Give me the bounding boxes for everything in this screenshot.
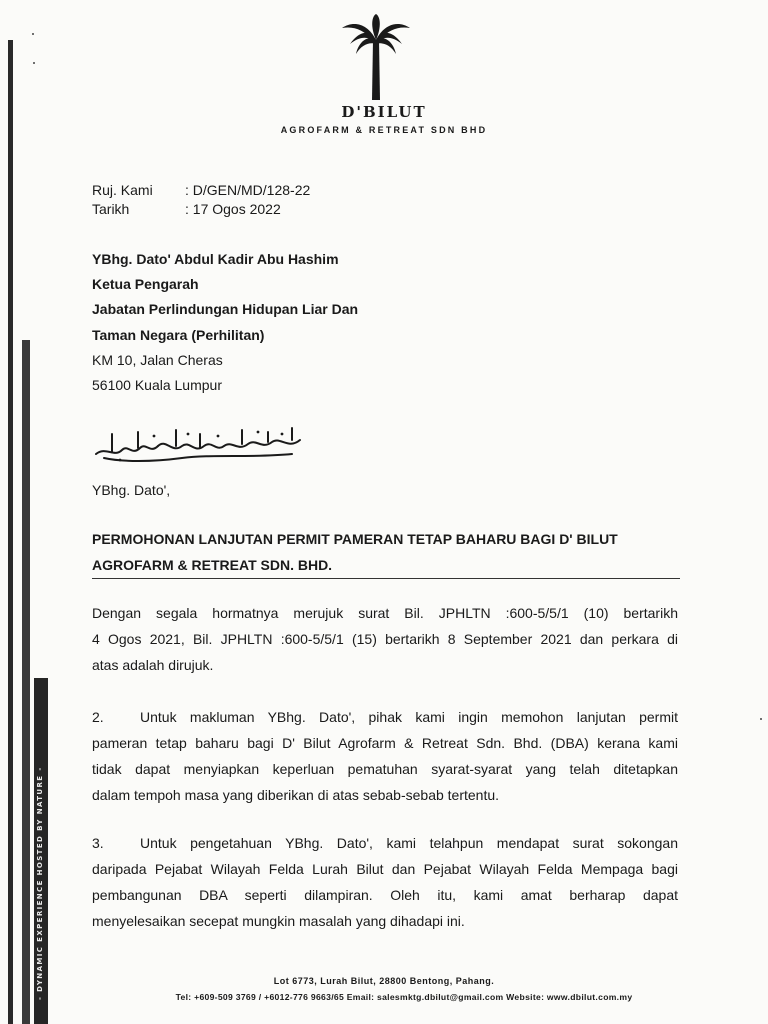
p1-line: Dengan segala hormatnya merujuk surat Bil. JPHLTN :600-5/5/1 (10) bertarikh xyxy=(92,605,678,621)
tarikh-label: Tarikh xyxy=(92,201,130,217)
recipient-address-line2: 56100 Kuala Lumpur xyxy=(92,377,222,393)
subject-underline xyxy=(92,578,680,579)
salutation: YBhg. Dato', xyxy=(92,482,171,498)
recipient-dept-line1: Jabatan Perlindungan Hidupan Liar Dan xyxy=(92,301,359,317)
p2-line: Untuk makluman YBhg. Dato', pihak kami ingin memohon lanjutan permit xyxy=(140,709,678,725)
p3-first-line xyxy=(92,830,678,856)
paragraph-2 xyxy=(92,704,678,808)
p2-number: 2. xyxy=(92,709,104,725)
recipient-name: YBhg. Dato' Abdul Kadir Abu Hashim xyxy=(92,251,339,267)
p3-number: 3. xyxy=(92,835,104,851)
p3-line: daripada Pejabat Wilayah Felda Lurah Bilut dan Pejabat Wilayah Felda Mempaga bagi xyxy=(92,861,678,877)
p3-line: menyelesaikan secepat mungkin masalah yang dihadapi ini. xyxy=(92,913,465,929)
footer-address: Lot 6773, Lurah Bilut, 28800 Bentong, Pahang. xyxy=(273,976,495,986)
subject-line2: AGROFARM & RETREAT SDN. BHD. xyxy=(92,557,333,573)
scan-speck xyxy=(33,62,35,64)
company-name: D'BILUT xyxy=(341,103,427,121)
recipient-dept-line2: Taman Negara (Perhilitan) xyxy=(92,327,265,343)
p2-line: tidak dapat menyiapkan keperluan pematuhan syarat-syarat yang telah ditetapkan xyxy=(92,761,678,777)
p3-line: pembangunan DBA seperti dilampiran. Oleh itu, kami amat berharap dapat xyxy=(92,887,678,903)
subject-line1: PERMOHONAN LANJUTAN PERMIT PAMERAN TETAP BAHARU BAGI D' BILUT xyxy=(92,531,618,547)
left-edge-bar-mid xyxy=(22,340,30,1024)
p1-line: 4 Ogos 2021, Bil. JPHLTN :600-5/5/1 (15) bertarikh 8 September 2021 dan perkara di xyxy=(92,631,678,647)
p3-line: Untuk pengetahuan YBhg. Dato', kami telahpun mendapat surat sokongan xyxy=(140,835,678,851)
left-edge-bar xyxy=(8,40,13,1024)
paragraph-1 xyxy=(92,600,678,678)
company-subtitle: AGROFARM & RETREAT SDN BHD xyxy=(280,125,488,135)
date-row xyxy=(92,201,281,217)
recipient-address-line1: KM 10, Jalan Cheras xyxy=(92,352,223,368)
p2-first-line xyxy=(92,704,678,730)
recipient-title: Ketua Pengarah xyxy=(92,276,199,292)
palm-tree-icon xyxy=(340,14,412,100)
p1-line: atas adalah dirujuk. xyxy=(92,657,214,673)
sidebar-tagline: - DYNAMIC EXPERIENCE HOSTED BY NATURE - xyxy=(36,766,44,1000)
paragraph-3 xyxy=(92,830,678,934)
footer-contact: Tel: +609-509 3769 / +6012-776 9663/65 Email: salesmktg.dbilut@gmail.com Website: www.dbilut.com.my xyxy=(175,992,633,1002)
p2-line: dalam tempoh masa yang diberikan di atas sebab-sebab tertentu. xyxy=(92,787,500,803)
scan-speck xyxy=(32,33,34,35)
letter-subject xyxy=(92,526,680,578)
scan-speck xyxy=(760,718,762,720)
ruj-value: : D/GEN/MD/128-22 xyxy=(185,182,311,198)
tarikh-value: : 17 Ogos 2022 xyxy=(185,201,281,217)
reference-row xyxy=(92,182,310,198)
ruj-label: Ruj. Kami xyxy=(92,182,153,198)
p2-line: pameran tetap baharu bagi D' Bilut Agrofarm & Retreat Sdn. Bhd. (DBA) kerana kami xyxy=(92,735,678,751)
arabic-calligraphy-salam xyxy=(92,424,304,464)
